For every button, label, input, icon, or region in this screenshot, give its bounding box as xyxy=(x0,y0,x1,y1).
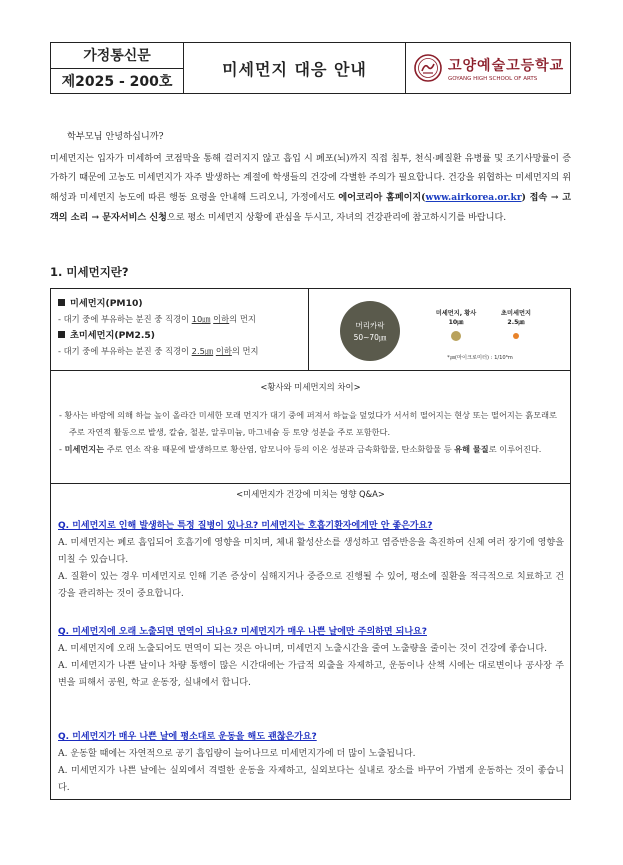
difference-heading: <황사와 미세먼지의 차이> xyxy=(260,382,361,392)
section-title: 1. 미세먼지란? xyxy=(50,265,129,279)
header-table xyxy=(50,42,571,94)
intro-text-2: 으로 평소 미세먼지 상황에 관심을 두시고, 자녀의 건강관리에 참고하시기를 바랍니다. xyxy=(166,213,507,223)
bullet-square-icon xyxy=(58,331,65,338)
hair-size: 50~70㎛ xyxy=(353,333,387,342)
particle-size-diagram xyxy=(310,289,570,370)
qa-answer: A. 미세먼지가 나쁜 날이나 차량 통행이 많은 시간대에는 가급적 외출을 자제하고, 운동이나 산책 시에는 대로변이나 공사장 주변을 피해서 공원, 학교 운동장, 실내에서 합니다. xyxy=(58,661,564,688)
qa-question: Q. 미세먼지로 인해 발생하는 특정 질병이 있나요? 미세먼지는 호흡기환자에게만 안 좋은가요? xyxy=(58,521,433,531)
info-box xyxy=(50,288,571,800)
hair-label: 머리카락 xyxy=(355,321,385,330)
pm25-diagram-label: 초미세먼지 xyxy=(501,310,531,317)
pm25-title: 초미세먼지(PM2.5) xyxy=(58,327,308,344)
list-item: - 미세먼지는 주로 연소 작용 때문에 발생하므로 황산염, 암모니아 등의 이온 성분과 금속화합물, 탄소화합물 등 유해 물질로 이루어진다. xyxy=(59,444,542,454)
definition-text xyxy=(51,289,309,370)
header-left-cell xyxy=(51,43,184,93)
pm10-dot xyxy=(451,331,461,341)
qa-heading: <미세먼지가 건강에 미치는 영향 Q&A> xyxy=(236,489,385,499)
pm10-diagram-size: 10㎛ xyxy=(448,319,464,326)
qa-item xyxy=(58,518,564,603)
airkorea-link[interactable]: www.airkorea.or.kr xyxy=(425,192,522,203)
qa-answer: A. 운동할 때에는 자연적으로 공기 흡입량이 늘어나므로 미세먼지가에 더 많이 노출됩니다. xyxy=(58,749,416,759)
particle-size-figure xyxy=(310,289,570,370)
newsletter-label: 가정통신문 xyxy=(51,43,183,69)
unit-note: *㎛(마이크로미터) : 1/10⁶m xyxy=(447,355,513,361)
definition-row xyxy=(51,289,570,371)
bullet-square-icon xyxy=(58,299,65,306)
health-qa xyxy=(51,484,570,799)
pm10-desc: - 대기 중에 부유하는 분진 중 직경이 10㎛ 이하의 먼지 xyxy=(58,314,256,324)
greeting: 학부모님 안녕하십니까? xyxy=(67,131,164,142)
intro-paragraph xyxy=(50,150,571,228)
pm25-diagram-size: 2.5㎛ xyxy=(507,319,525,326)
document-title: 미세먼지 대응 안내 xyxy=(184,43,406,93)
yellow-dust-difference xyxy=(51,371,570,484)
qa-answer: A. 미세먼지에 오래 노출되어도 면역이 되는 것은 아니며, 미세먼지 노출시간을 줄여 노출량을 줄이는 것이 건강에 좋습니다. xyxy=(58,644,548,654)
school-name-ko: 고양예술고등학교 xyxy=(448,57,565,74)
pm25-desc: - 대기 중에 부유하는 분진 중 직경이 2.5㎛ 이하의 먼지 xyxy=(58,346,259,356)
qa-answer: A. 미세먼지가 나쁜 날에는 실외에서 격렬한 운동을 자제하고, 실외보다는 실내로 장소를 바꾸어 가볍게 운동하는 것이 좋습니다. xyxy=(58,766,564,793)
intro-bold-2: ) 접속 → 고객의 소리 → 문자서비스 신청 xyxy=(50,192,571,223)
qa-answer: A. 미세먼지는 폐로 흡입되어 호흡기에 영향을 미치며, 체내 활성산소를 생성하고 염증반응을 촉진하여 신체 여러 장기에 영향을 미칠 수 있습니다. xyxy=(58,538,564,565)
intro-bold-1: 에어코리아 홈페이지( xyxy=(338,192,426,203)
pm10-title: 미세먼지(PM10) xyxy=(58,295,308,312)
qa-item xyxy=(58,624,564,692)
list-item: - 황사는 바람에 의해 하늘 높이 올라간 미세한 모래 먼지가 대기 중에 퍼져서 하늘을 덮었다가 서서히 떨어지는 현상 또는 떨어지는 흙모래로 주로 자연적 활동으로 발생, 칼슘, 철분, 알루미늄, 마그네슘 등 토양 성분을 주로 포함한다. xyxy=(59,410,557,437)
pm10-diagram-label: 미세먼지, 황사 xyxy=(435,310,477,317)
school-name-en: GOYANG HIGH SCHOOL OF ARTS xyxy=(448,75,538,82)
qa-answer: A. 질환이 있는 경우 미세먼지로 인해 기존 증상이 심해지거나 중증으로 진행될 수 있어, 평소에 질환을 적극적으로 치료하고 건강을 관리하는 것이 중요합니다. xyxy=(58,572,564,599)
issue-number: 제2025 - 200호 xyxy=(61,73,173,90)
intro-text-1: 미세먼지는 입자가 미세하여 코점막을 통해 걸러지지 않고 흡입 시 폐포(뇌)까지 직접 침투, 천식·폐질환 유병률 및 조기사망률이 증가하기 때문에 고농도 미세먼지가 자주 발생하는 계절에 학생들의 건강에 각별한 주의가 필요합니다. 건강을 위협하는 미세먼지의 위해성과 미세먼지 농도에 따른 행동 요령을 안내해 드리오니, 가정에서도 xyxy=(50,154,571,203)
hair-circle xyxy=(340,301,400,361)
pm25-dot xyxy=(513,333,519,339)
difference-list xyxy=(59,407,563,458)
qa-question: Q. 미세먼지에 오래 노출되면 면역이 되나요? 미세먼지가 매우 나쁜 날에만 주의하면 되나요? xyxy=(58,627,427,637)
school-logo xyxy=(406,43,570,93)
school-emblem-icon xyxy=(414,54,442,82)
qa-item xyxy=(58,729,564,797)
qa-question: Q. 미세먼지가 매우 나쁜 날에 평소대로 운동을 해도 괜찮은가요? xyxy=(58,732,317,742)
